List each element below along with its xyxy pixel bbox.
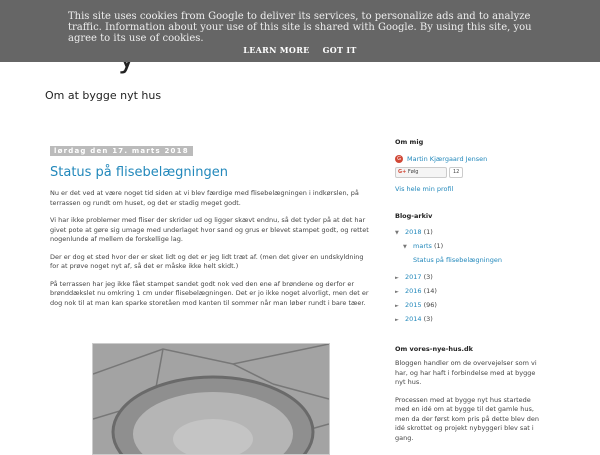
author-name-link[interactable]: Martin Kjærgaard Jensen <box>407 155 488 163</box>
blog-description: Om at bygge nyt hus <box>45 89 162 102</box>
site-about-heading: Om vores-nye-hus.dk <box>395 345 473 353</box>
learn-more-button[interactable]: LEARN MORE <box>243 45 310 55</box>
about-heading: Om mig <box>395 138 424 146</box>
post-date: lørdag den 17. marts 2018 <box>50 146 193 156</box>
post-paragraph: Nu er det ved at være noget tid siden at vi blev færdige med flisebelægningen i indkørslen, på terrassen og rundt om huset, og det er stadig meget godt. <box>50 189 359 207</box>
post-paragraph: På terrassen har jeg ikke fået stampet sandet godt nok ved den ene af brøndene og derfor er brønddækslet nu omkring 1 cm under flisebelægningen. Det er jo ikke noget alvorligt, men det er dog nok til at man kan sparke storetåen mod kanten til sommer når man løber rundt i bare tæer. <box>50 279 369 307</box>
site-about-paragraph: Bloggen handler om de overvejelser som vi har, og har haft i forbindelse med at bygge nyt hus. <box>395 359 537 386</box>
archive-item-2015[interactable]: ► 2015 (96) <box>395 299 545 313</box>
view-profile-link[interactable]: Vis hele min profil <box>395 185 454 193</box>
archive-list <box>395 226 545 327</box>
post-photo[interactable] <box>92 343 330 455</box>
got-it-button[interactable]: GOT IT <box>322 45 357 55</box>
archive-item-2018[interactable]: ▼ 2018 (1) <box>395 226 545 240</box>
cookie-actions <box>0 45 600 55</box>
post-paragraph: Vi har ikke problemer med fliser der skrider ud og ligger skævt endnu, så det tyder på at det har givet pote at gøre sig umage med underlaget hvor sand og grus er blevet stampet godt, og rettet nogenlunde af mellem de forskellige lag. <box>50 216 369 243</box>
triangle-right-icon[interactable]: ► <box>395 275 399 281</box>
post-title[interactable]: Status på flisebelægningen <box>50 165 228 180</box>
archive-heading: Blog-arkiv <box>395 212 433 220</box>
archive-item-2017[interactable]: ► 2017 (3) <box>395 271 545 285</box>
follow-label: Følg <box>407 169 419 175</box>
paving-photo-image <box>93 344 329 454</box>
author-profile[interactable] <box>395 155 545 163</box>
archive-item-2014[interactable]: ► 2014 (3) <box>395 313 545 327</box>
post-paragraph: Der er dog et sted hvor der er sket lidt og det er jeg lidt træt af. (men det giver en undskyldning for at prøve noget nyt af, så det er måske ikke helt skidt.) <box>50 252 364 270</box>
google-plus-icon: G+ <box>398 169 407 175</box>
site-about-paragraph: Processen med at bygge nyt hus startede med en idé om at bygge til det gamle hus, men da der først kom pris på dette blev den idé skrottet og projekt nybyggeri blev sat i gang. <box>395 395 540 442</box>
follow-widget <box>395 167 545 178</box>
archive-item-marts[interactable]: ▼ marts (1) <box>395 240 545 254</box>
sidebar <box>395 138 545 443</box>
google-plus-icon: G <box>395 155 403 163</box>
archive-item-2016[interactable]: ► 2016 (14) <box>395 285 545 299</box>
triangle-right-icon[interactable]: ► <box>395 303 399 309</box>
follow-button[interactable] <box>395 167 447 178</box>
cookie-notice-text: This site uses cookies from Google to deliver its services, to personalize ads and to analyze traffic. Information about your use of this site is shared with Google. By using this site, you agree to its use of cookies. <box>68 11 532 44</box>
triangle-down-icon[interactable]: ▼ <box>403 244 407 250</box>
post-column <box>50 138 370 308</box>
follow-count: 12 <box>449 167 463 178</box>
triangle-down-icon[interactable]: ▼ <box>395 230 399 236</box>
triangle-right-icon[interactable]: ► <box>395 317 399 323</box>
cookie-banner <box>0 0 600 62</box>
archive-post-link[interactable]: Status på flisebelægningen <box>413 256 502 264</box>
triangle-right-icon[interactable]: ► <box>395 289 399 295</box>
